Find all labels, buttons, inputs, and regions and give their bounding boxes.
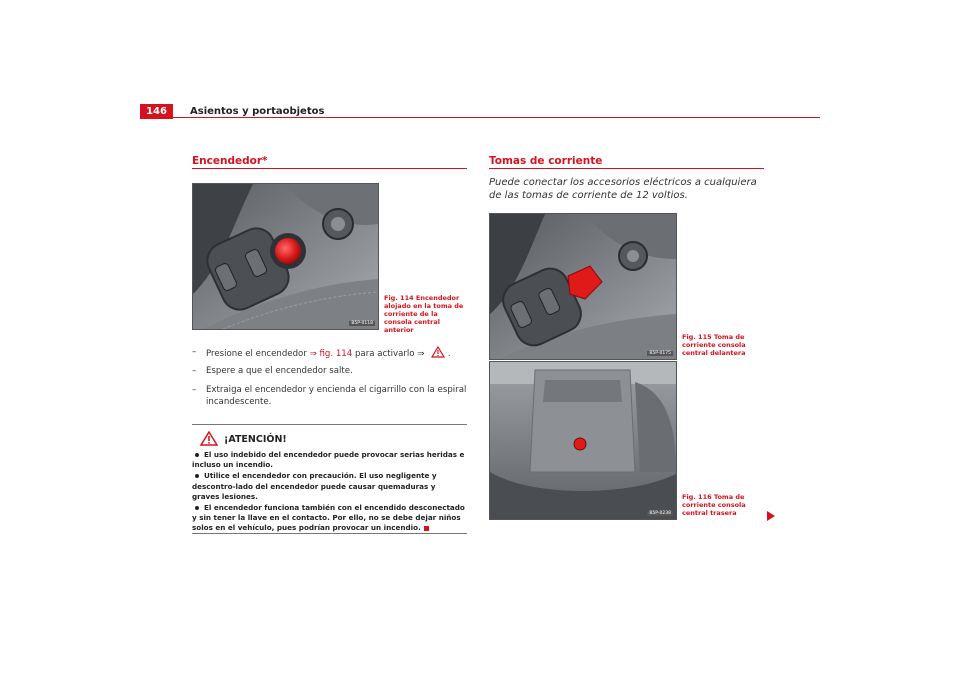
figure-115-photo bbox=[489, 213, 677, 360]
section-title-tomas: Tomas de corriente bbox=[489, 155, 603, 167]
figure-code: B5P-0118 bbox=[351, 321, 373, 326]
section-rule-right bbox=[489, 168, 764, 169]
step-3: – Extraiga el encendedor y encienda el cigarrillo con la espiral incandescente. bbox=[192, 385, 467, 407]
warning-triangle-icon bbox=[200, 431, 218, 446]
step-3-text: Extraiga el encendedor y encienda el cigarrillo con la espiral incandescente. bbox=[206, 385, 467, 407]
step-1-text-mid: para activarlo bbox=[352, 349, 418, 359]
warning-item-2-text: Utilice el encendedor con precaución. El uso negligente y descontro-lado del encendedor puede causar quemaduras y graves lesiones. bbox=[192, 471, 437, 501]
next-page-arrow-icon[interactable] bbox=[766, 510, 776, 522]
warning-item-1-text: El uso indebido del encendedor puede provocar serias heridas e incluso un incendio. bbox=[192, 450, 465, 470]
chapter-title: Asientos y portaobjetos bbox=[190, 106, 325, 117]
warning-item-3 bbox=[192, 503, 465, 534]
section-intro: Puede conectar los accesorios eléctricos a cualquiera de las tomas de corriente de 12 voltios. bbox=[489, 177, 757, 201]
bullet-icon bbox=[195, 506, 199, 510]
warning-box bbox=[192, 424, 467, 534]
section-title-encendedor: Encendedor* bbox=[192, 155, 268, 167]
figure-code: B5P-0238 bbox=[649, 511, 671, 516]
step-2-text: Espere a que el encendedor salte. bbox=[206, 366, 353, 376]
section-rule bbox=[192, 168, 467, 169]
figure-116-photo bbox=[489, 361, 677, 520]
figure-115-caption: Fig. 115 Toma de corriente consola central delantera bbox=[682, 333, 746, 357]
page-number: 146 bbox=[140, 104, 173, 119]
warning-text bbox=[192, 450, 465, 535]
bullet-icon bbox=[195, 453, 199, 457]
step-1-end: . bbox=[445, 349, 451, 359]
warning-item-2 bbox=[192, 471, 465, 502]
figure-reference-link[interactable]: fig. 114 bbox=[316, 349, 353, 359]
figure-116-caption: Fig. 116 Toma de corriente consola central trasera bbox=[682, 493, 746, 517]
figure-114-photo bbox=[192, 183, 379, 330]
warning-icon bbox=[431, 346, 445, 358]
reference-arrow-2: ⇒ bbox=[417, 349, 425, 359]
reference-arrow: ⇒ bbox=[309, 349, 317, 359]
warning-item-3-text: El encendedor funciona también con el encendido desconectado y sin tener la llave en el contacto. Por ello, no se debe dejar niños solos en el vehículo, pues podrían provocar un incendio. bbox=[192, 503, 465, 533]
header-rule bbox=[173, 117, 820, 118]
warning-item-1 bbox=[192, 450, 465, 470]
figure-code: B5P-0175 bbox=[649, 351, 671, 356]
step-1-text: Presione el encendedor bbox=[206, 349, 310, 359]
step-1: – Presione el encendedor ⇒ fig. 114 para activarlo ⇒ . bbox=[192, 347, 451, 359]
step-2: – Espere a que el encendedor salte. bbox=[192, 366, 353, 376]
figure-114-caption: Fig. 114 Encendedor alojado en la toma de corriente de la consola central anterior bbox=[384, 294, 464, 334]
end-of-section-icon bbox=[424, 526, 429, 531]
warning-heading: ¡ATENCIÓN! bbox=[224, 434, 287, 445]
bullet-icon bbox=[195, 474, 199, 478]
instruction-list bbox=[192, 346, 467, 416]
